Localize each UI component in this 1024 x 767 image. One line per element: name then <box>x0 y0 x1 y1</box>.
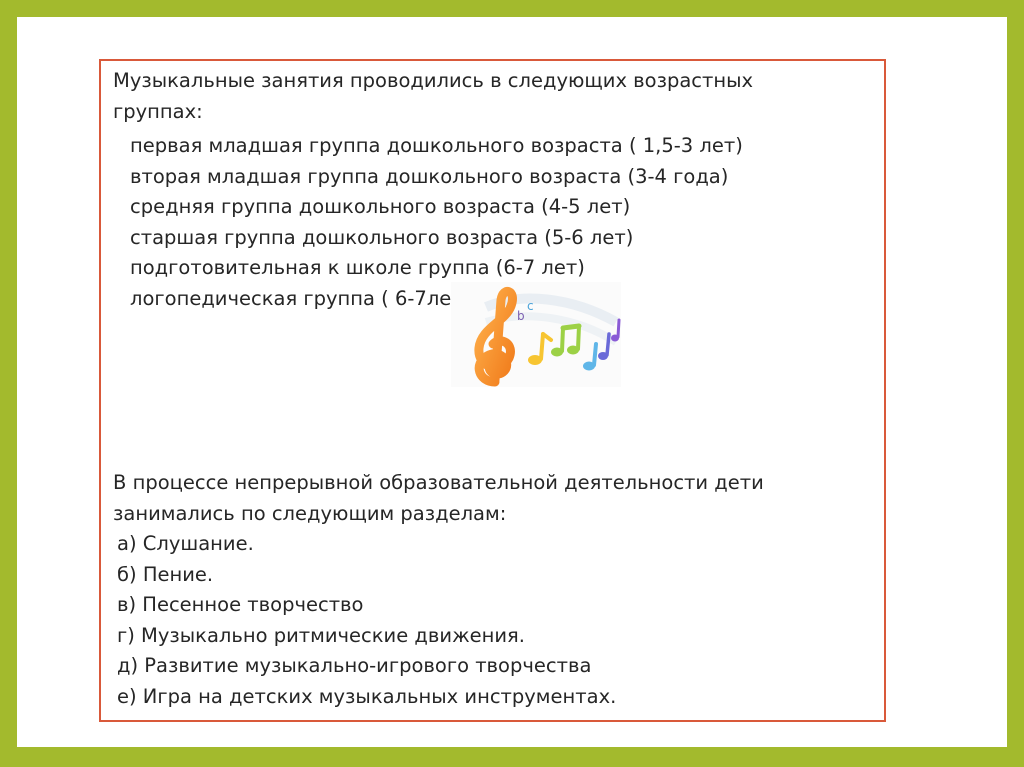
age-group-item: подготовительная к школе группа (6-7 лет) <box>130 256 585 279</box>
age-group-item: средняя группа дошкольного возраста (4-5 лет) <box>130 195 631 218</box>
section-item: в) Песенное творчество <box>117 593 364 616</box>
sections-intro-line: занимались по следующим разделам: <box>113 501 507 525</box>
svg-text:b: b <box>517 309 525 323</box>
intro-text <box>113 66 753 127</box>
age-groups-list <box>130 131 743 314</box>
age-group-item: логопедическая группа ( 6-7ле <box>130 286 452 310</box>
section-item: а) Слушание. <box>117 532 254 555</box>
age-group-item: старшая группа дошкольного возраста (5-6 лет) <box>130 225 634 249</box>
intro-line: Музыкальные занятия проводились в следующих возрастных <box>113 69 754 92</box>
section-item: б) Пение. <box>117 562 214 586</box>
svg-text:c: c <box>527 299 534 313</box>
music-notes-icon <box>451 282 621 387</box>
slide <box>17 17 1007 747</box>
section-item: е) Игра на детских музыкальных инструментах. <box>117 684 617 708</box>
age-group-item: первая младшая группа дошкольного возраста ( 1,5-3 лет) <box>130 134 743 157</box>
section-item: г) Музыкально ритмические движения. <box>117 623 525 647</box>
section-item: д) Развитие музыкально-игрового творчества <box>117 654 592 677</box>
intro-line: группах: <box>113 99 203 123</box>
age-group-item: вторая младшая группа дошкольного возраста (3-4 года) <box>130 164 729 188</box>
sections-block <box>113 468 764 712</box>
sections-intro-line: В процессе непрерывной образовательной деятельности дети <box>113 471 764 494</box>
